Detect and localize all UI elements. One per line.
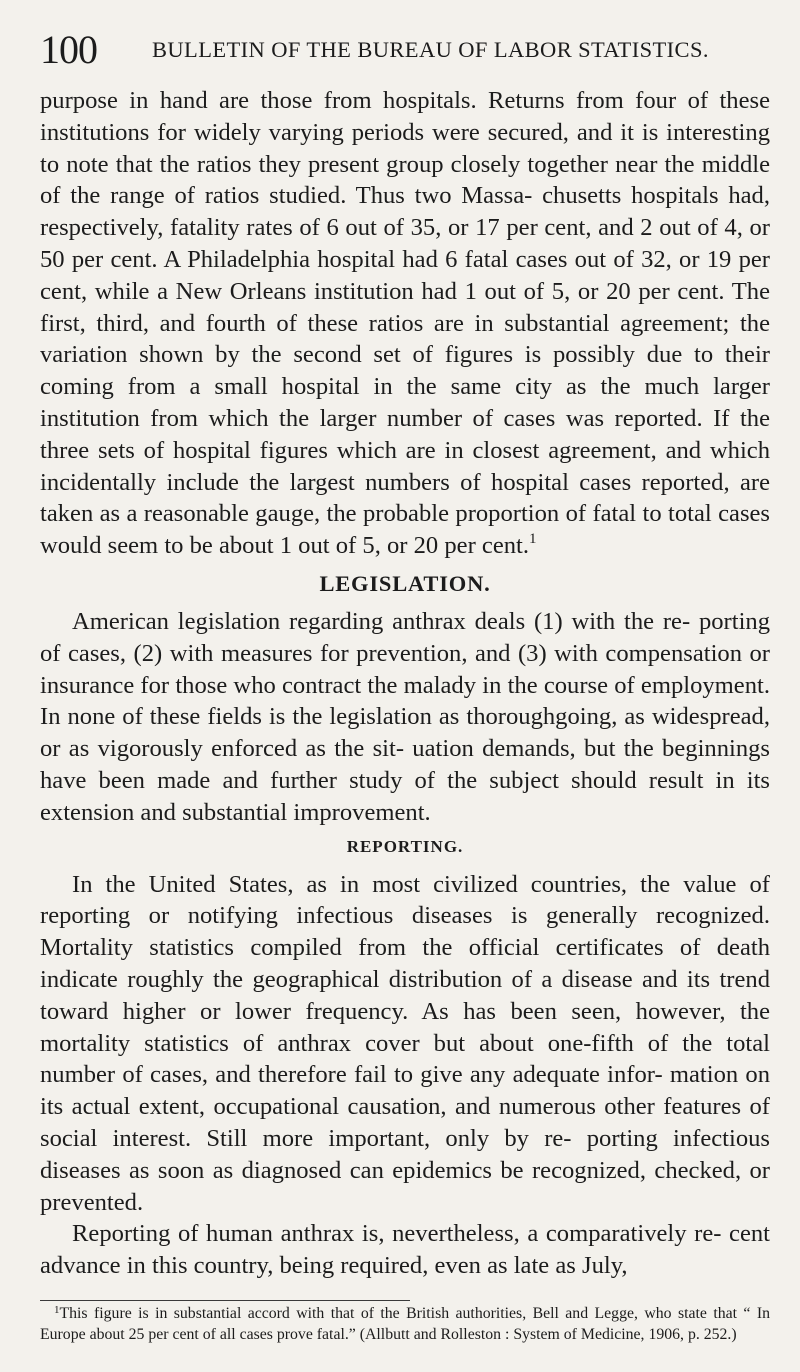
subsection-heading-reporting: REPORTING. [346, 836, 464, 856]
section-heading-legislation: LEGISLATION. [319, 570, 491, 596]
footnote-paragraph [40, 1304, 770, 1345]
paragraph-reporting-continued: Reporting of human anthrax is, nevertheless, a comparatively re- cent advance in this country, being required, even as late as July, [40, 1220, 770, 1280]
footnote [40, 1304, 770, 1345]
paragraph-text: purpose in hand are those from hospitals. Returns from four of these institutions for widely varying periods were secured, and it is interesting to note that the ratios they present group closely together near the middle of the range of ratios studied. Thus two Massa- chusetts hospitals had, respectively, fatality rates of 6 out of 35, or 17 per cent, and 2 out of 4, or 50 per cent. A Philadelphia hospital had 6 fatal cases out of 32, or 19 per cent, while a New Orleans institution had 1 out of 5, or 20 per cent. The first, third, and fourth of these ratios are in substantial agreement; the variation shown by the second set of figures is possibly due to their coming from a small hospital in the same city as the much larger institution from which the larger number of cases was reported. If the three sets of hospital figures which are in closest agreement, and which incidentally include the largest numbers of hospital cases reported, are taken as a reasonable gauge, the probable proportion of fatal to total cases would seem to be about 1 out of 5, or 20 per cent. [40, 87, 770, 560]
paragraph-legislation: American legislation regarding anthrax deals (1) with the re- porting of cases, (2) with measures for prevention, and (3) with compensation or insurance for those who contract the malady in the course of employment. In none of these fields is the legislation as thoroughgoing, as widespread, or as vigorously enforced as the sit- uation demands, but the beginnings have been made and further study of the subject should result in its extension and substantial improvement. [40, 607, 770, 826]
footnote-text: This figure is in substantial accord with that of the British authorities, Bell and Legge, who state that “ In Europe about 25 per cent of all cases prove fatal.” (Allbutt and Rolleston : System of Medicine, 1906, p. 252.) [40, 1305, 770, 1343]
page-number: 100 [40, 27, 97, 72]
running-head: BULLETIN OF THE BUREAU OF LABOR STATISTICS. [152, 37, 709, 62]
footnote-rule [40, 1300, 410, 1301]
paragraph-reporting: In the United States, as in most civilized countries, the value of reporting or notifying infectious diseases is generally recognized. Mortality statistics compiled from the official certificates of death indicate roughly the geographical distribution of a disease and its trend toward higher or lower frequency. As has been seen, however, the mortality statistics of anthrax cover but about one-fifth of the total number of cases, and therefore fail to give any adequate infor- mation on its actual extent, occupational causation, and numerous other features of social interest. Still more important, only by re- porting infectious diseases as soon as diagnosed can epidemics be recognized, checked, or prevented. [40, 870, 770, 1216]
paragraph-hospital-ratios [40, 85, 770, 562]
body-text [40, 85, 770, 1282]
page-header [40, 22, 770, 78]
footnote-reference: 1 [529, 531, 537, 548]
footnote-marker: 1 [54, 1304, 60, 1316]
